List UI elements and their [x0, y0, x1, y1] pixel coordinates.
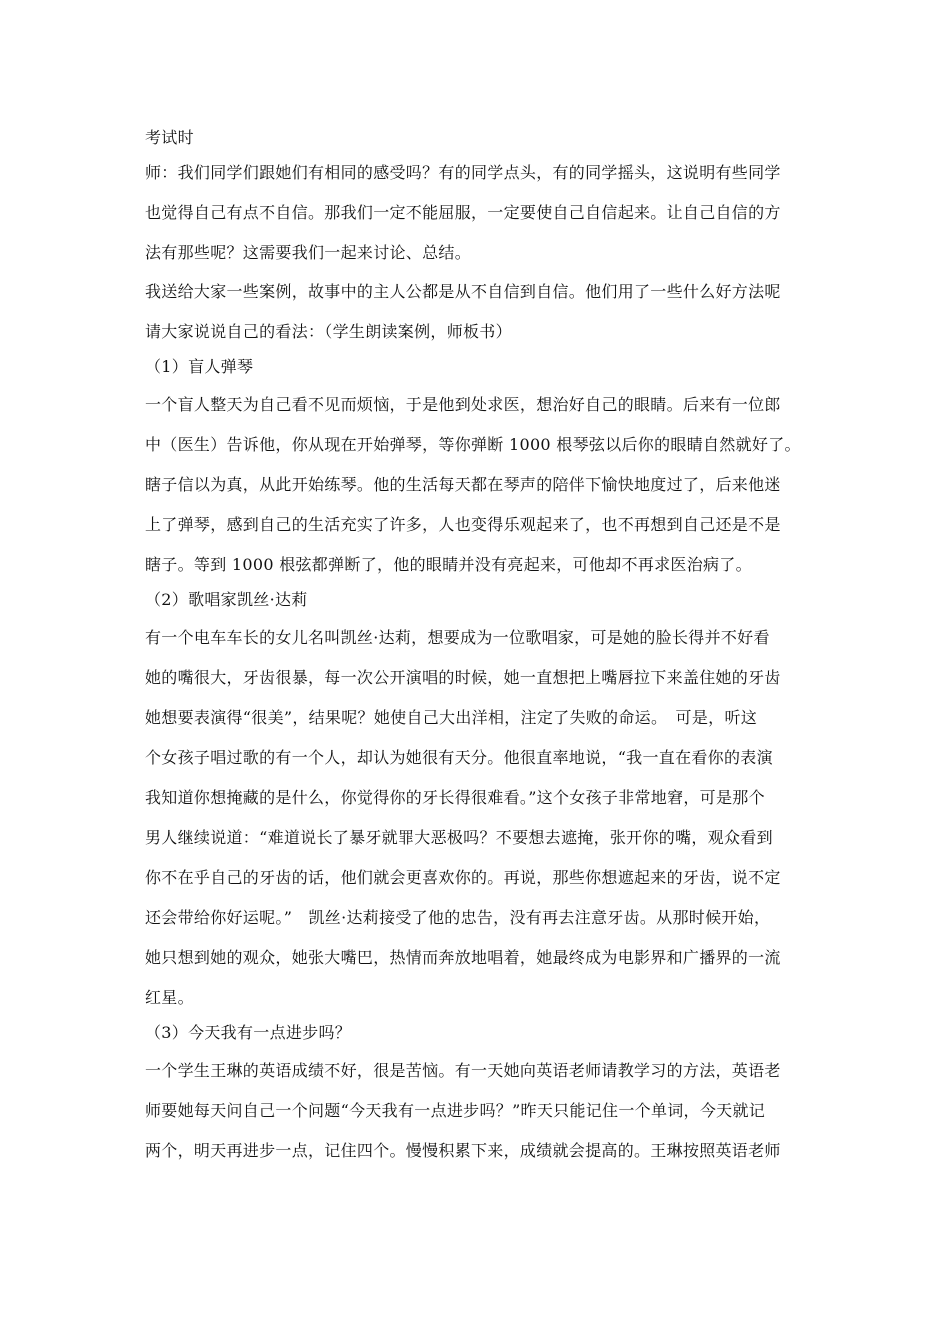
text-line: 法有那些呢？这需要我们一起来讨论、总结。	[145, 243, 472, 262]
text-line: 一个学生王琳的英语成绩不好，很是苦恼。有一天她向英语老师请教学习的方法，英语老	[145, 1061, 781, 1080]
text-line: 中（医生）告诉他，你从现在开始弹琴，等你弹断 1000 根琴弦以后你的眼睛自然就好了。	[145, 435, 801, 454]
text-line: 我知道你想掩藏的是什么，你觉得你的牙长得很难看。”这个女孩子非常地窘，可是那个	[145, 788, 765, 807]
text-line: 瞎子信以为真，从此开始练琴。他的生活每天都在琴声的陪伴下愉快地度过了，后来他迷	[145, 475, 781, 494]
text-line: 红星。	[145, 988, 194, 1007]
text-line: 瞎子。等到 1000 根弦都弹断了，他的眼睛并没有亮起来，可他却不再求医治病了。	[145, 555, 752, 574]
text-line: 也觉得自己有点不自信。那我们一定不能屈服，一定要使自己自信起来。让自己自信的方	[145, 203, 781, 222]
text-line: 我送给大家一些案例，故事中的主人公都是从不自信到自信。他们用了一些什么好方法呢	[145, 282, 781, 301]
section-heading: （3）今天我有一点进步吗？	[145, 1023, 352, 1042]
text-line: 你不在乎自己的牙齿的话，他们就会更喜欢你的。再说，那些你想遮起来的牙齿，说不定	[145, 868, 781, 887]
text-line: 师要她每天问自己一个问题“今天我有一点进步吗？”昨天只能记住一个单词，今天就记	[145, 1101, 766, 1120]
text-line: 师：我们同学们跟她们有相同的感受吗？有的同学点头，有的同学摇头，这说明有些同学	[145, 163, 781, 182]
text-line: 个女孩子唱过歌的有一个人，却认为她很有天分。他很直率地说，“我一直在看你的表演	[145, 748, 773, 767]
text-line: 考试时	[145, 128, 194, 147]
text-line: 请大家说说自己的看法：（学生朗读案例，师板书）	[145, 322, 512, 341]
text-line: 她只想到她的观众，她张大嘴巴，热情而奔放地唱着，她最终成为电影界和广播界的一流	[145, 948, 781, 967]
text-line: 还会带给你好运呢。” 凯丝·达莉接受了他的忠告，没有再去注意牙齿。从那时候开始，	[145, 908, 771, 927]
text-line: 她想要表演得“很美”，结果呢？她使自己大出洋相，注定了失败的命运。 可是，听这	[145, 708, 758, 727]
text-line: 有一个电车车长的女儿名叫凯丝·达莉，想要成为一位歌唱家，可是她的脸长得并不好看	[145, 628, 770, 647]
section-heading: （2）歌唱家凯丝·达莉	[145, 590, 308, 609]
text-line: 上了弹琴，感到自己的生活充实了许多，人也变得乐观起来了，也不再想到自己还是不是	[145, 515, 781, 534]
section-heading: （1）盲人弹琴	[145, 357, 254, 376]
text-line: 男人继续说道：“难道说长了暴牙就罪大恶极吗？不要想去遮掩，张开你的嘴，观众看到	[145, 828, 773, 847]
text-line: 她的嘴很大，牙齿很暴，每一次公开演唱的时候，她一直想把上嘴唇拉下来盖住她的牙齿	[145, 668, 781, 687]
text-line: 两个，明天再进步一点，记住四个。慢慢积累下来，成绩就会提高的。王琳按照英语老师	[145, 1141, 781, 1160]
text-line: 一个盲人整天为自己看不见而烦恼，于是他到处求医，想治好自己的眼睛。后来有一位郎	[145, 395, 781, 414]
